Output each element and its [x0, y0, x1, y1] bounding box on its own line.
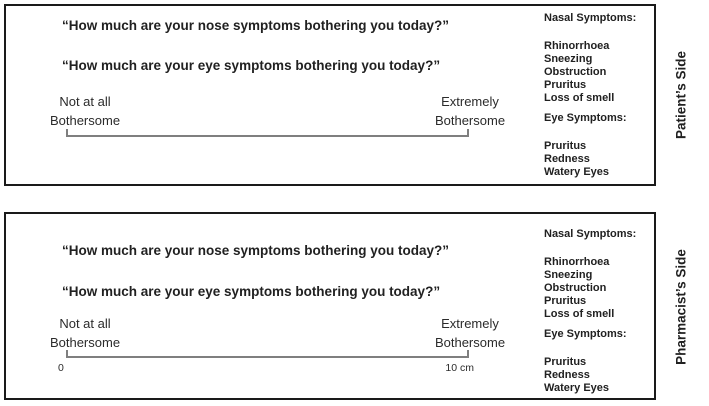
nose-symptoms-question: “How much are your nose symptoms bothering you today?”	[62, 243, 450, 258]
pharmacist-side-caption: Pharmacist’s Side	[673, 249, 689, 365]
vas-right-anchor-line1: Extremely	[441, 316, 499, 331]
vas-left-anchor-line1: Not at all	[59, 94, 111, 109]
vas-left-anchor-line1: Not at all	[59, 316, 111, 331]
eye-symptoms-header: Eye Symptoms:	[544, 328, 627, 340]
symptom-item: Pruritus	[544, 140, 587, 152]
vas-right-anchor	[415, 92, 525, 130]
symptom-item: Sneezing	[544, 269, 593, 281]
eye-symptoms-question: “How much are your eye symptoms bothering you today?”	[62, 58, 441, 73]
vas-scale-line	[66, 129, 469, 137]
symptom-item: Watery Eyes	[544, 166, 610, 178]
vas-left-anchor-line2: Bothersome	[49, 113, 121, 128]
nasal-symptoms-header: Nasal Symptoms:	[544, 12, 637, 24]
symptom-item: Sneezing	[544, 53, 593, 65]
symptom-item: Pruritus	[544, 295, 587, 307]
symptom-item: Pruritus	[544, 79, 587, 91]
pharmacist-side-card	[4, 212, 656, 400]
nose-symptoms-question: “How much are your nose symptoms bothering you today?”	[62, 18, 450, 33]
vas-min-label: 0	[58, 362, 64, 374]
nasal-symptoms-header: Nasal Symptoms:	[544, 228, 637, 240]
symptom-item: Loss of smell	[544, 308, 615, 320]
vas-left-anchor	[30, 92, 140, 130]
vas-max-label: 10 cm	[445, 362, 474, 374]
symptom-item: Rhinorrhoea	[544, 256, 610, 268]
vas-right-anchor	[415, 314, 525, 352]
patient-side-card	[4, 4, 656, 186]
symptom-item: Obstruction	[544, 282, 607, 294]
vas-left-anchor-line2: Bothersome	[49, 335, 121, 350]
symptom-item: Redness	[544, 153, 590, 165]
vas-right-anchor-line1: Extremely	[441, 94, 499, 109]
eye-symptoms-question: “How much are your eye symptoms bothering you today?”	[62, 284, 441, 299]
vas-right-anchor-line2: Bothersome	[434, 113, 506, 128]
symptom-item: Pruritus	[544, 356, 587, 368]
symptom-item: Watery Eyes	[544, 382, 610, 394]
symptom-definitions-column	[544, 12, 652, 179]
symptom-item: Obstruction	[544, 66, 607, 78]
vas-ruler-labels	[58, 362, 474, 374]
vas-scale-line	[66, 350, 469, 358]
patient-side-caption: Patient’s Side	[673, 50, 689, 140]
symptom-item: Redness	[544, 369, 590, 381]
symptom-definitions-column	[544, 228, 652, 395]
eye-symptoms-header: Eye Symptoms:	[544, 112, 627, 124]
symptom-item: Loss of smell	[544, 92, 615, 104]
vas-left-anchor	[30, 314, 140, 352]
vas-right-anchor-line2: Bothersome	[434, 335, 506, 350]
symptom-item: Rhinorrhoea	[544, 40, 610, 52]
